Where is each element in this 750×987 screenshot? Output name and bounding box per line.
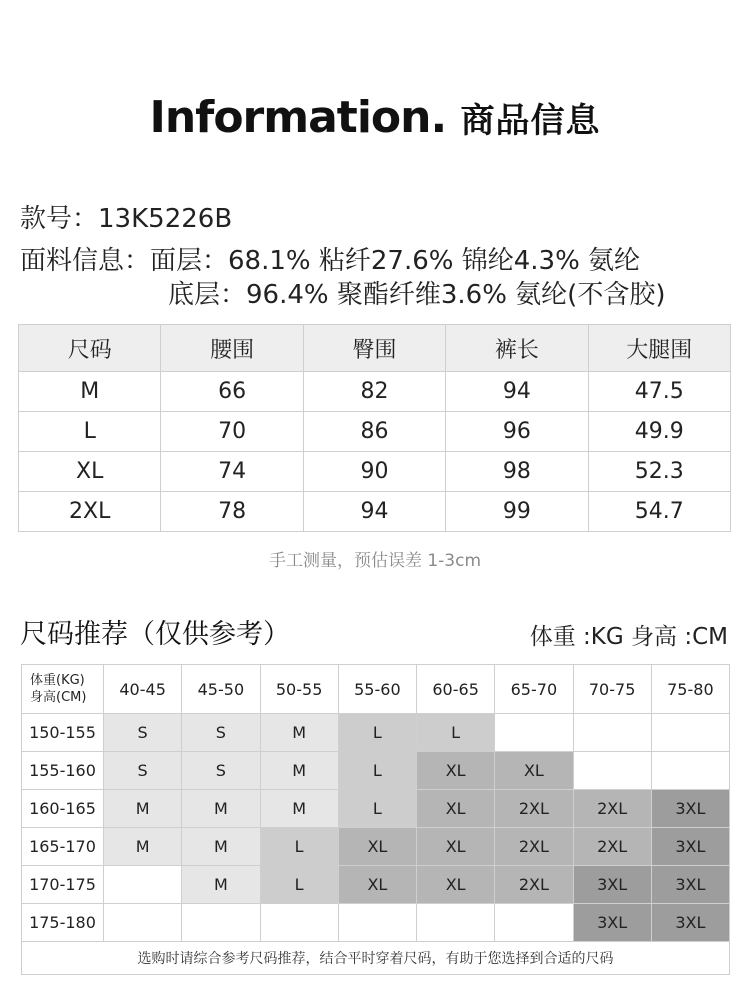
size-cell: 2XL — [573, 828, 651, 866]
title-en: Information. — [149, 92, 447, 143]
size-cell: 3XL — [651, 904, 729, 942]
height-label: 155-160 — [22, 752, 104, 790]
recommend-header-row — [22, 665, 730, 714]
size-cell — [338, 904, 416, 942]
table-row — [19, 492, 731, 532]
size-cell: XL — [338, 828, 416, 866]
size-cell: XL — [417, 828, 495, 866]
recommend-unit: 体重 :KG 身高 :CM — [529, 624, 728, 650]
recommend-row — [22, 714, 730, 752]
measure-note: 手工测量，预估误差 1-3cm — [268, 551, 482, 571]
size-cell: M — [182, 866, 260, 904]
recommend-title: 尺码推荐（仅供参考） — [20, 619, 290, 650]
size-cell: XL — [417, 752, 495, 790]
recommend-row — [22, 828, 730, 866]
size-cell: M — [260, 790, 338, 828]
style-number: 13K5226B — [98, 204, 233, 234]
weight-header: 70-75 — [573, 665, 651, 714]
corner-height: 身高(CM) — [30, 690, 87, 705]
fabric-lining: 底层：96.4% 聚酯纤维3.6% 氨纶(不含胶) — [168, 280, 666, 310]
size-cell: S — [104, 714, 182, 752]
size-cell: M — [104, 790, 182, 828]
recommend-row — [22, 790, 730, 828]
header-length: 裤长 — [446, 325, 588, 372]
size-cell: M — [182, 790, 260, 828]
page-title — [0, 92, 750, 143]
table-row — [19, 452, 731, 492]
table-cell: 99 — [446, 492, 588, 532]
size-cell: S — [104, 752, 182, 790]
size-cell: M — [182, 828, 260, 866]
size-cell — [573, 714, 651, 752]
size-cell — [104, 866, 182, 904]
table-cell: 52.3 — [588, 452, 730, 492]
table-cell: 94 — [303, 492, 445, 532]
fabric-outer: 面层：68.1% 粘纤27.6% 锦纶4.3% 氨纶 — [150, 246, 641, 276]
table-cell: 82 — [303, 372, 445, 412]
recommend-footer-row — [22, 942, 730, 975]
size-cell — [495, 714, 573, 752]
height-label: 150-155 — [22, 714, 104, 752]
size-cell: 3XL — [651, 790, 729, 828]
header-hip: 臀围 — [303, 325, 445, 372]
size-cell: L — [260, 828, 338, 866]
table-cell: XL — [19, 452, 161, 492]
title-cn: 商品信息 — [460, 101, 601, 141]
table-row — [19, 372, 731, 412]
table-cell: 70 — [161, 412, 303, 452]
weight-header: 60-65 — [417, 665, 495, 714]
table-cell: 98 — [446, 452, 588, 492]
size-cell — [651, 714, 729, 752]
table-cell: 86 — [303, 412, 445, 452]
table-cell: 49.9 — [588, 412, 730, 452]
weight-header: 75-80 — [651, 665, 729, 714]
size-cell: L — [338, 714, 416, 752]
size-cell: 3XL — [573, 904, 651, 942]
style-label: 款号： — [20, 204, 99, 234]
table-cell: 54.7 — [588, 492, 730, 532]
size-cell — [651, 752, 729, 790]
size-cell: L — [260, 866, 338, 904]
size-cell: 2XL — [573, 790, 651, 828]
size-cell: S — [182, 714, 260, 752]
size-cell: S — [182, 752, 260, 790]
size-cell: M — [260, 752, 338, 790]
size-cell: XL — [338, 866, 416, 904]
size-cell — [417, 904, 495, 942]
fabric-outer-line — [20, 240, 640, 277]
table-cell: 74 — [161, 452, 303, 492]
recommend-row — [22, 904, 730, 942]
size-cell: 3XL — [573, 866, 651, 904]
table-cell: 78 — [161, 492, 303, 532]
weight-header: 50-55 — [260, 665, 338, 714]
table-cell: 96 — [446, 412, 588, 452]
size-cell: M — [104, 828, 182, 866]
size-cell: L — [417, 714, 495, 752]
size-table — [18, 324, 731, 532]
weight-header: 45-50 — [182, 665, 260, 714]
weight-header: 55-60 — [338, 665, 416, 714]
size-cell: 2XL — [495, 866, 573, 904]
recommend-table — [21, 664, 730, 975]
size-cell — [573, 752, 651, 790]
fabric-lining-line — [168, 274, 665, 311]
corner-weight: 体重(KG) — [30, 673, 85, 688]
header-waist: 腰围 — [161, 325, 303, 372]
size-cell — [495, 904, 573, 942]
recommend-footer: 选购时请综合参考尺码推荐，结合平时穿着尺码，有助于您选择到合适的尺码 — [22, 942, 730, 975]
size-cell: L — [338, 790, 416, 828]
size-cell: 3XL — [651, 866, 729, 904]
style-number-line — [20, 198, 232, 235]
height-label: 175-180 — [22, 904, 104, 942]
size-cell: M — [260, 714, 338, 752]
size-cell: XL — [417, 866, 495, 904]
table-cell: 47.5 — [588, 372, 730, 412]
corner-cell — [22, 665, 104, 714]
table-cell: 90 — [303, 452, 445, 492]
weight-header: 65-70 — [495, 665, 573, 714]
size-cell: L — [338, 752, 416, 790]
size-cell: 3XL — [651, 828, 729, 866]
size-cell — [182, 904, 260, 942]
size-cell: XL — [495, 752, 573, 790]
recommend-row — [22, 866, 730, 904]
size-cell — [260, 904, 338, 942]
table-cell: 2XL — [19, 492, 161, 532]
size-cell: 2XL — [495, 790, 573, 828]
header-thigh: 大腿围 — [588, 325, 730, 372]
height-label: 165-170 — [22, 828, 104, 866]
size-cell — [104, 904, 182, 942]
weight-header: 40-45 — [104, 665, 182, 714]
table-row — [19, 412, 731, 452]
header-size: 尺码 — [19, 325, 161, 372]
size-table-header — [19, 325, 731, 372]
recommend-row — [22, 752, 730, 790]
table-cell: M — [19, 372, 161, 412]
table-cell: 66 — [161, 372, 303, 412]
size-cell: 2XL — [495, 828, 573, 866]
height-label: 160-165 — [22, 790, 104, 828]
fabric-label: 面料信息： — [20, 246, 151, 276]
size-cell: XL — [417, 790, 495, 828]
table-cell: L — [19, 412, 161, 452]
table-cell: 94 — [446, 372, 588, 412]
height-label: 170-175 — [22, 866, 104, 904]
